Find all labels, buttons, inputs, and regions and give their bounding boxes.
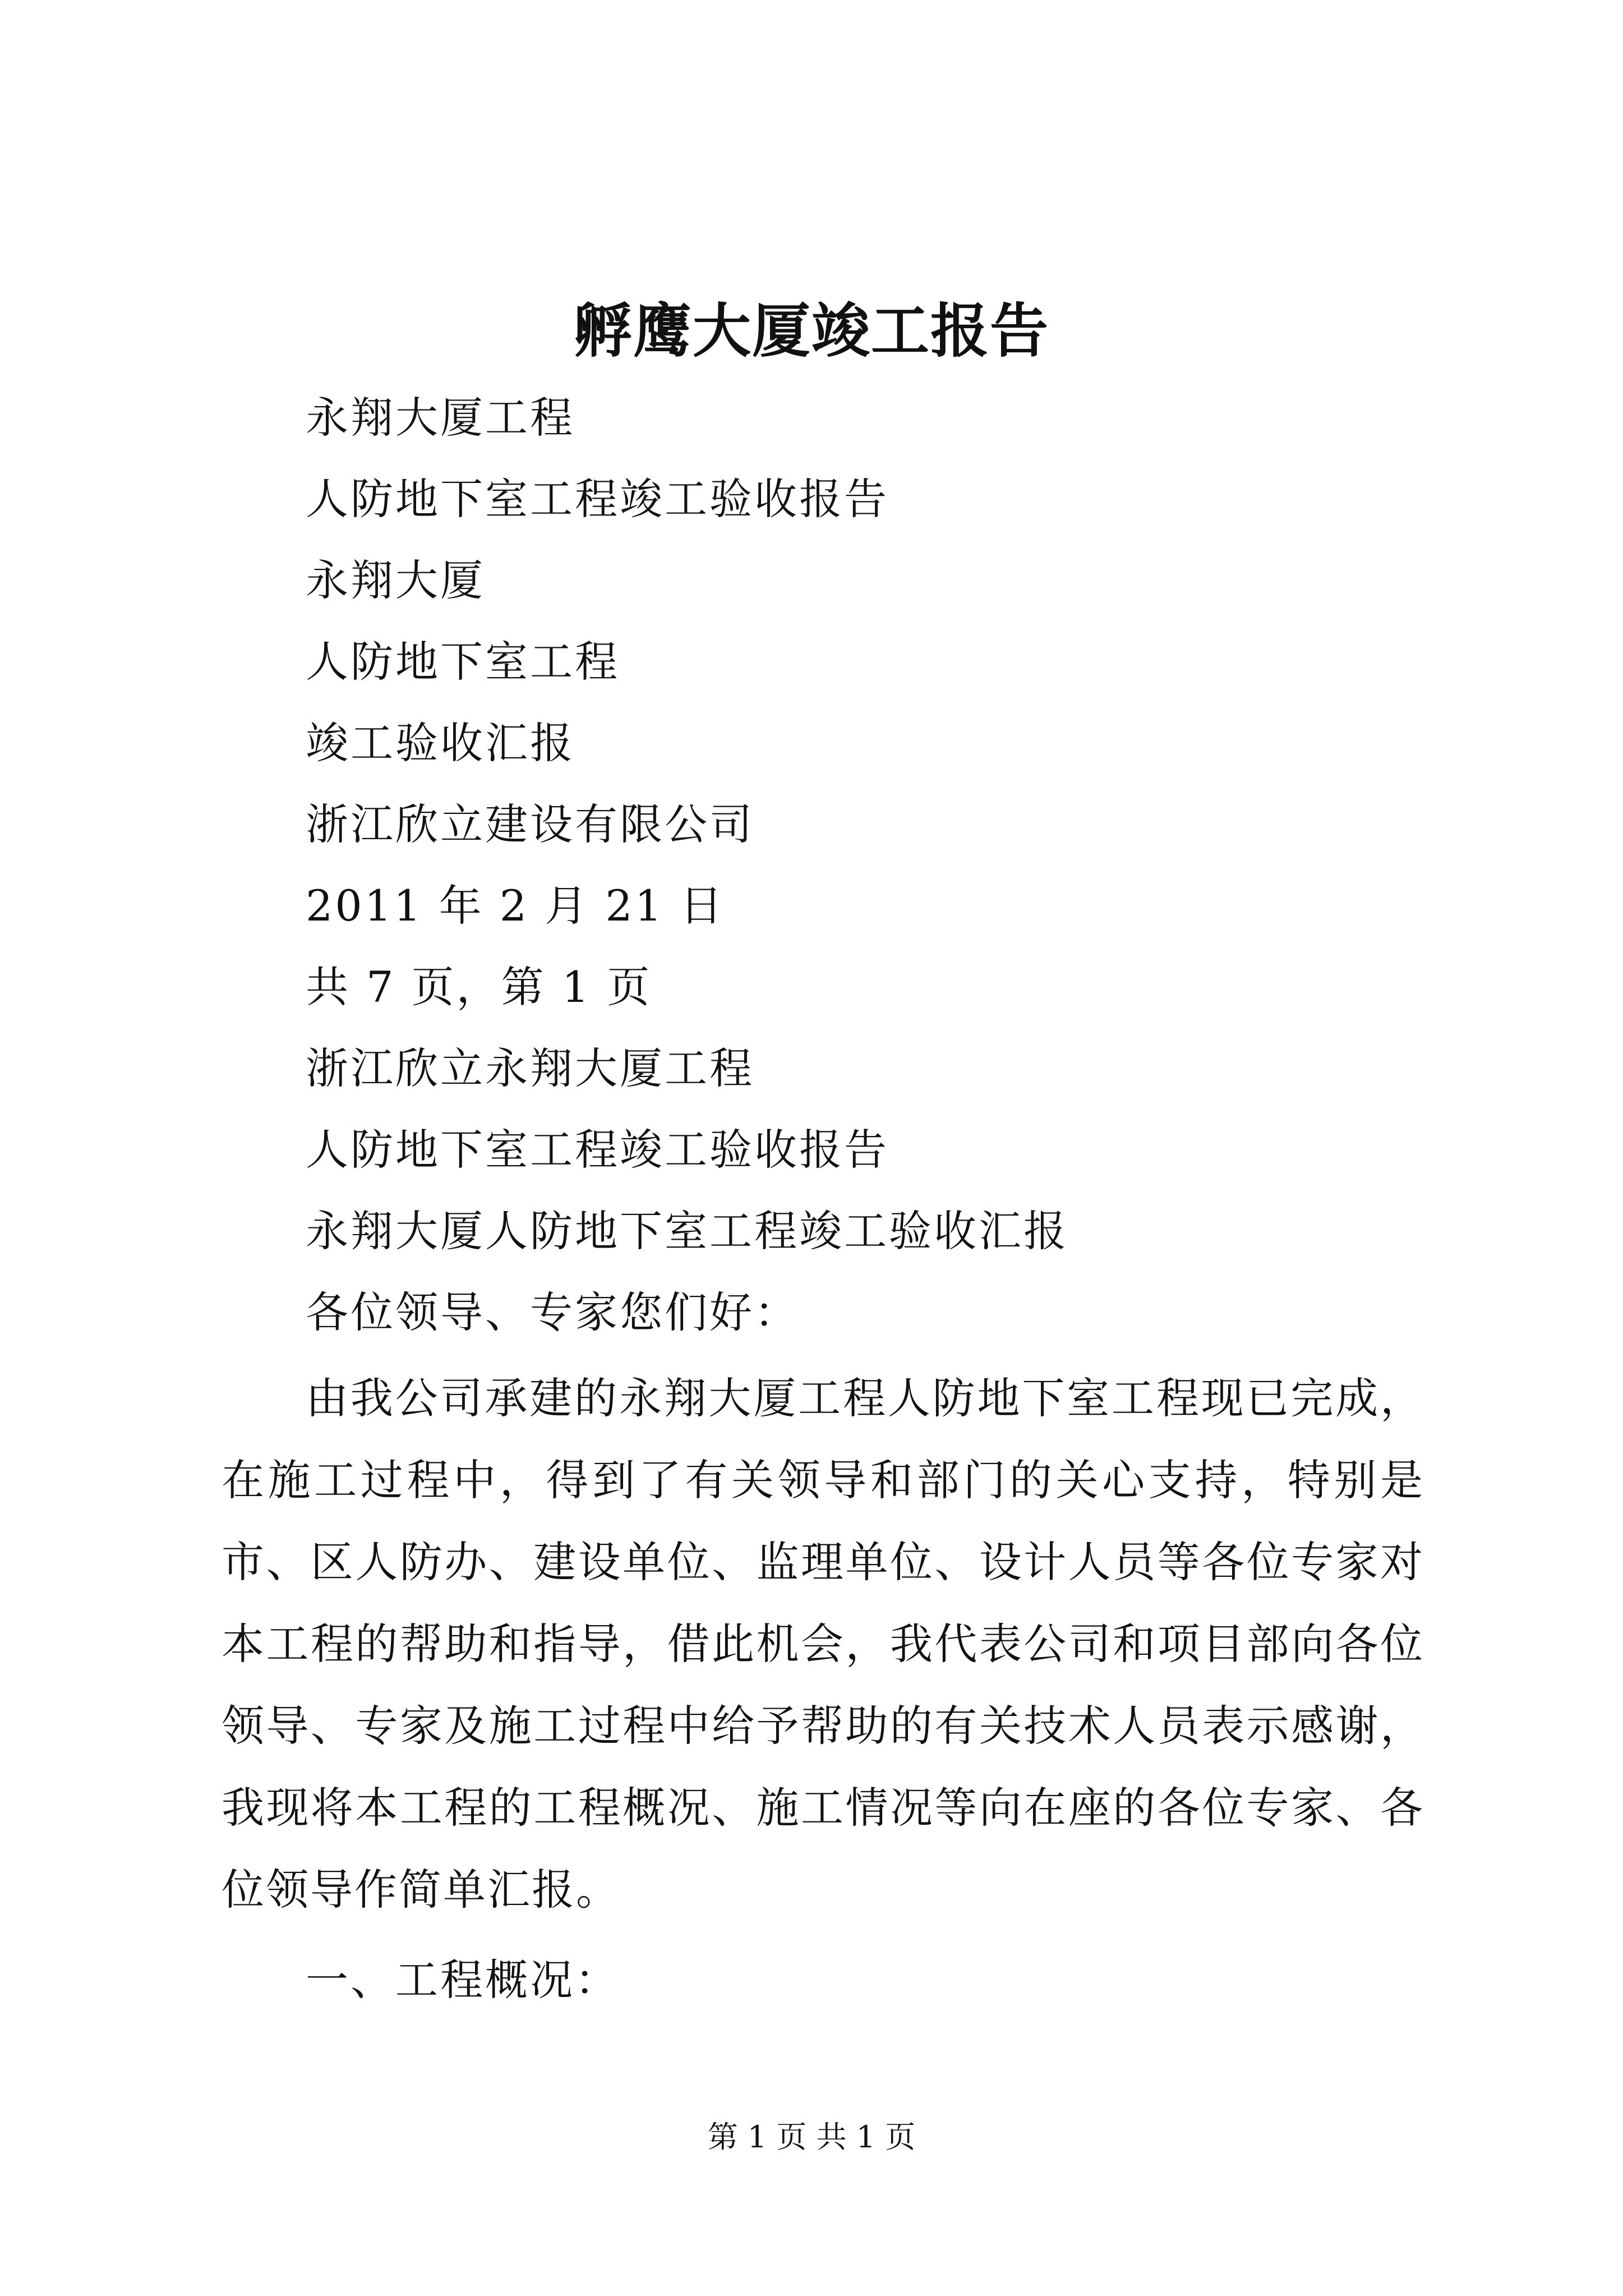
- text-line-11: 永翔大厦人防地下室工程竣工验收汇报: [306, 1206, 1068, 1256]
- text-line-1: 永翔大厦工程: [306, 393, 575, 443]
- document-title: 孵鹰大厦竣工报告: [573, 296, 1049, 365]
- page-count: 共 7 页，第 1 页: [306, 962, 652, 1012]
- text-line-9: 浙江欣立永翔大厦工程: [306, 1043, 754, 1093]
- body-paragraph: 由我公司承建的永翔大厦工程人防地下室工程现已完成，在施工过程中，得到了有关领导和部门的关心支持，特别是市、区人防办、建设单位、监理单位、设计人员等各位专家对本工程的帮助和指导，借此机会，我代表公司和项目部向各位领导、专家及施工过程中给予帮助的有关技术人员表示感谢，我现将本工程的工程概况、施工情况等向在座的各位专家、各位领导作简单汇报。: [222, 1373, 1424, 1915]
- company-name: 浙江欣立建设有限公司: [306, 799, 754, 849]
- text-line-3: 永翔大厦: [306, 555, 485, 605]
- text-line-10: 人防地下室工程竣工验收报告: [306, 1125, 889, 1175]
- greeting: 各位领导、专家您们好：: [306, 1287, 799, 1337]
- page-footer: 第 1 页 共 1 页: [707, 2119, 916, 2155]
- text-line-4: 人防地下室工程: [306, 637, 620, 687]
- text-line-2: 人防地下室工程竣工验收报告: [306, 474, 889, 524]
- text-line-5: 竣工验收汇报: [306, 718, 575, 768]
- report-date: 2011 年 2 月 21 日: [306, 881, 725, 931]
- section-heading: 一、工程概况：: [306, 1955, 620, 2005]
